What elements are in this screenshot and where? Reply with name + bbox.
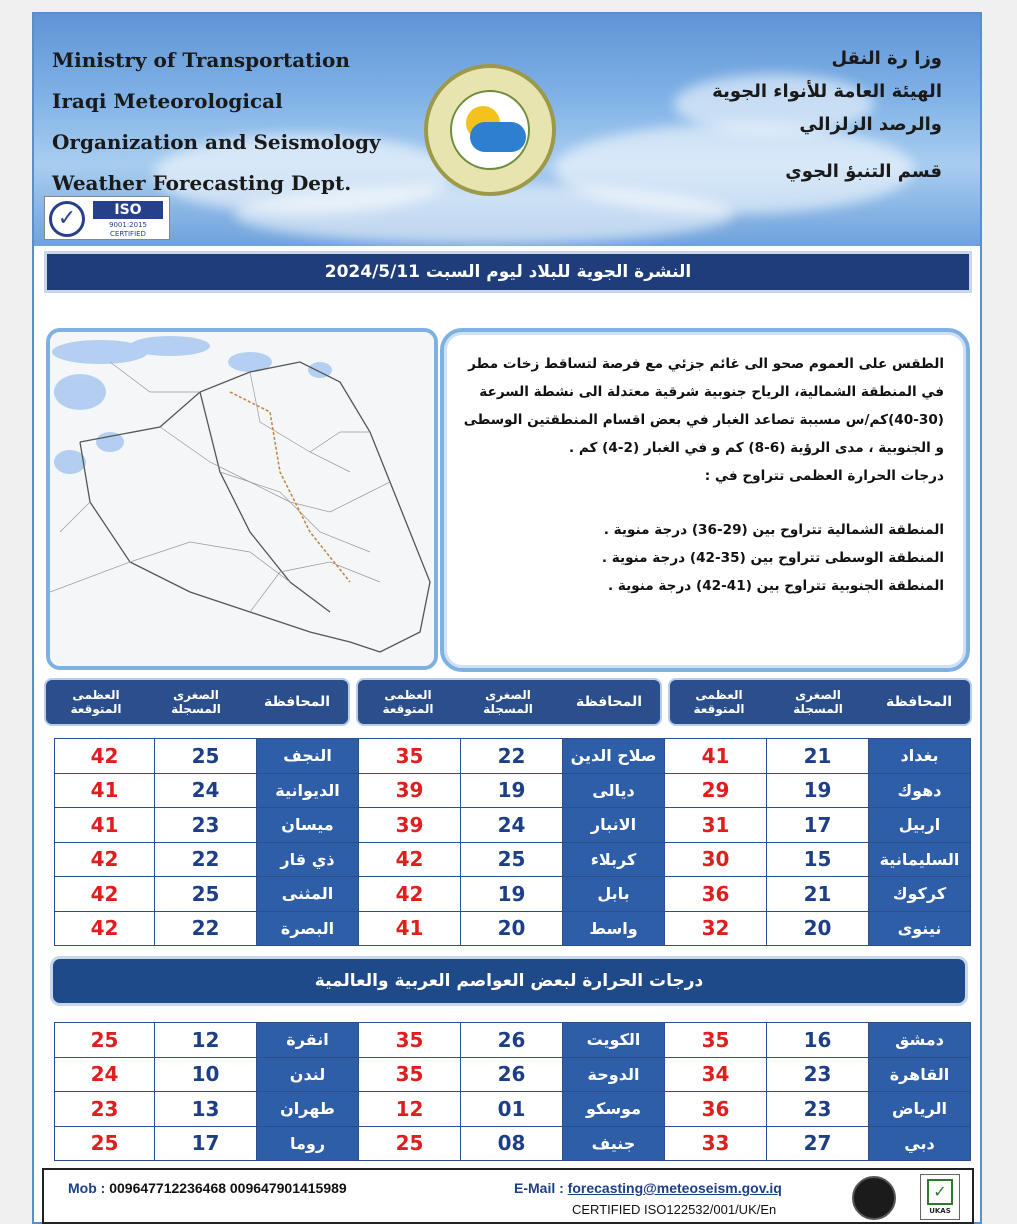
en-line-iraqi: Iraqi Meteorological [52, 89, 283, 113]
min-temp-cell: 16 [767, 1023, 869, 1058]
organization-seal-icon [852, 1176, 896, 1220]
min-temp-cell: 22 [155, 842, 257, 877]
min-temp-cell: 26 [461, 1023, 563, 1058]
min-temp-cell: 17 [155, 1126, 257, 1161]
max-temp-cell: 23 [55, 1092, 155, 1127]
max-temp-cell: 42 [55, 739, 155, 774]
bulletin-title-bar [44, 251, 972, 293]
max-temp-cell: 35 [359, 739, 461, 774]
min-temp-cell: 10 [155, 1057, 257, 1092]
check-icon: ✓ [927, 1179, 953, 1205]
max-temp-cell: 12 [359, 1092, 461, 1127]
table-row [55, 1092, 971, 1127]
capitals-section-bar [50, 956, 968, 1006]
name-cell: انقرة [257, 1023, 359, 1058]
bulletin-title: النشرة الجوية للبلاد ليوم السبت 2024/5/11 [324, 262, 692, 282]
name-cell: الديوانية [257, 773, 359, 808]
name-cell: النجف [257, 739, 359, 774]
weather-map [46, 328, 438, 670]
max-temp-cell: 41 [359, 911, 461, 946]
column-header-group-1 [668, 678, 972, 726]
name-cell: ميسان [257, 808, 359, 843]
meteorological-organization-logo [424, 64, 556, 196]
min-temp-cell: 21 [767, 877, 869, 912]
name-cell: دمشق [869, 1023, 971, 1058]
email-link[interactable]: forecasting@meteoseism.gov.iq [567, 1180, 782, 1196]
max-temp-cell: 42 [359, 842, 461, 877]
name-cell: روما [257, 1126, 359, 1161]
min-temp-cell: 19 [461, 877, 563, 912]
mob-label: Mob : [68, 1180, 106, 1196]
min-temp-cell: 25 [461, 842, 563, 877]
max-temp-cell: 42 [55, 911, 155, 946]
min-temp-cell: 23 [767, 1057, 869, 1092]
min-temp-cell: 22 [155, 911, 257, 946]
max-temp-cell: 39 [359, 773, 461, 808]
min-recorded-header: الصغرى المسجلة [171, 688, 221, 716]
name-cell: دبي [869, 1126, 971, 1161]
max-temp-cell: 25 [55, 1126, 155, 1161]
name-cell: لندن [257, 1057, 359, 1092]
en-line-organization: Organization and Seismology [52, 130, 381, 154]
forecast-text-box [440, 328, 970, 672]
min-temp-cell: 17 [767, 808, 869, 843]
en-line-ministry: Ministry of Transportation [52, 48, 350, 72]
max-expected-header: العظمى المتوقعة [693, 688, 745, 716]
name-cell: جنيف [563, 1126, 665, 1161]
min-temp-cell: 25 [155, 877, 257, 912]
table-row [55, 842, 971, 877]
name-cell: اربيل [869, 808, 971, 843]
table-row [55, 1126, 971, 1161]
min-temp-cell: 01 [461, 1092, 563, 1127]
max-temp-cell: 32 [665, 911, 767, 946]
bulletin-page [32, 12, 982, 1224]
ar-dept: قسم التنبؤ الجوي [785, 161, 942, 182]
middle-region-range: المنطقة الوسطى تتراوح بين (35-42) درجة منوية . [601, 550, 944, 566]
capitals-title: درجات الحرارة لبعض العواصم العربية والعالمية [314, 971, 704, 991]
en-line-dept: Weather Forecasting Dept. [52, 171, 352, 195]
max-temp-cell: 35 [359, 1057, 461, 1092]
max-temp-cell: 29 [665, 773, 767, 808]
header-banner [34, 14, 980, 246]
max-expected-header: العظمى المتوقعة [382, 688, 434, 716]
min-temp-cell: 21 [767, 739, 869, 774]
mob-numbers: 009647712236468 009647901415989 [109, 1180, 347, 1196]
name-cell: ديالى [563, 773, 665, 808]
ar-line-ministry: وزا رة النقل [831, 48, 942, 69]
max-temp-cell: 41 [55, 773, 155, 808]
footer [42, 1168, 974, 1224]
check-icon: ✓ [49, 201, 85, 237]
name-cell: صلاح الدين [563, 739, 665, 774]
name-cell: الرياض [869, 1092, 971, 1127]
name-cell: بابل [563, 877, 665, 912]
min-temp-cell: 13 [155, 1092, 257, 1127]
province-header: المحافظة [263, 694, 331, 710]
name-cell: الدوحة [563, 1057, 665, 1092]
provinces-table [54, 738, 971, 946]
max-temp-intro: درجات الحرارة العظمى تتراوح في : [704, 468, 944, 484]
table-row [55, 911, 971, 946]
forecast-paragraph: الطقس على العموم صحو الى غائم جزئي مع فرصة لتساقط زخات مطر في المنطقة الشمالية، الرياح جنوبية شرقية معتدلة الى نشطة السرعة (30-40)كم/س مسببة تصاعد الغبار في بعض اقسام المنطقتين الوسطى و الجنوبية ، مدى الرؤية (6-8) كم و في الغبار (2-4) كم . [463, 356, 944, 456]
column-header-group-3 [44, 678, 350, 726]
arabic-header [712, 42, 942, 188]
table-row [55, 808, 971, 843]
max-temp-cell: 35 [665, 1023, 767, 1058]
name-cell: كربلاء [563, 842, 665, 877]
iso-certified-badge [44, 196, 170, 240]
table-row [55, 1023, 971, 1058]
table-row [55, 739, 971, 774]
email-contact [514, 1180, 782, 1196]
name-cell: ذي قار [257, 842, 359, 877]
max-temp-cell: 39 [359, 808, 461, 843]
min-temp-cell: 23 [767, 1092, 869, 1127]
max-temp-cell: 41 [665, 739, 767, 774]
name-cell: القاهرة [869, 1057, 971, 1092]
name-cell: البصرة [257, 911, 359, 946]
min-temp-cell: 20 [461, 911, 563, 946]
iso-certificate-number: CERTIFIED ISO122532/001/UK/En [572, 1202, 777, 1217]
max-temp-cell: 36 [665, 877, 767, 912]
ukas-logo: ✓ UKAS [920, 1174, 960, 1220]
min-temp-cell: 25 [155, 739, 257, 774]
cloud-icon [470, 122, 526, 152]
iraq-map-image [50, 332, 434, 666]
province-header: المحافظة [885, 694, 953, 710]
min-temp-cell: 12 [155, 1023, 257, 1058]
ar-line-authority: الهيئة العامة للأنواء الجوية [712, 81, 942, 102]
name-cell: بغداد [869, 739, 971, 774]
max-temp-cell: 35 [359, 1023, 461, 1058]
min-temp-cell: 20 [767, 911, 869, 946]
name-cell: الكويت [563, 1023, 665, 1058]
max-temp-cell: 24 [55, 1057, 155, 1092]
table-row [55, 773, 971, 808]
north-region-range: المنطقة الشمالية تتراوح بين (29-36) درجة منوية . [603, 522, 944, 538]
max-temp-cell: 31 [665, 808, 767, 843]
min-temp-cell: 19 [461, 773, 563, 808]
max-temp-cell: 33 [665, 1126, 767, 1161]
min-temp-cell: 24 [155, 773, 257, 808]
name-cell: واسط [563, 911, 665, 946]
iso-label: ISO [93, 201, 163, 219]
max-temp-cell: 42 [55, 842, 155, 877]
name-cell: الانبار [563, 808, 665, 843]
english-header [52, 40, 381, 204]
name-cell: كركوك [869, 877, 971, 912]
province-header: المحافظة [575, 694, 643, 710]
max-expected-header: العظمى المتوقعة [70, 688, 122, 716]
name-cell: المثنى [257, 877, 359, 912]
name-cell: السليمانية [869, 842, 971, 877]
max-temp-cell: 34 [665, 1057, 767, 1092]
ar-line-seismic: والرصد الزلزالي [799, 114, 942, 135]
max-temp-cell: 41 [55, 808, 155, 843]
table-row [55, 1057, 971, 1092]
max-temp-cell: 30 [665, 842, 767, 877]
min-temp-cell: 27 [767, 1126, 869, 1161]
name-cell: نينوى [869, 911, 971, 946]
name-cell: دهوك [869, 773, 971, 808]
email-label: E-Mail : [514, 1180, 564, 1196]
max-temp-cell: 36 [665, 1092, 767, 1127]
min-temp-cell: 08 [461, 1126, 563, 1161]
max-temp-cell: 25 [359, 1126, 461, 1161]
min-recorded-header: الصغرى المسجلة [483, 688, 533, 716]
name-cell: موسكو [563, 1092, 665, 1127]
iso-number: 9001:2015 CERTIFIED [109, 221, 147, 238]
min-temp-cell: 22 [461, 739, 563, 774]
min-temp-cell: 24 [461, 808, 563, 843]
column-header-group-2 [356, 678, 662, 726]
table-row [55, 877, 971, 912]
min-temp-cell: 19 [767, 773, 869, 808]
max-temp-cell: 42 [359, 877, 461, 912]
min-temp-cell: 15 [767, 842, 869, 877]
min-recorded-header: الصغرى المسجلة [793, 688, 843, 716]
min-temp-cell: 26 [461, 1057, 563, 1092]
south-region-range: المنطقة الجنوبية تتراوح بين (41-42) درجة منوية . [607, 578, 944, 594]
max-temp-cell: 42 [55, 877, 155, 912]
mobile-contact [68, 1180, 347, 1196]
name-cell: طهران [257, 1092, 359, 1127]
max-temp-cell: 25 [55, 1023, 155, 1058]
capitals-table [54, 1022, 971, 1161]
min-temp-cell: 23 [155, 808, 257, 843]
